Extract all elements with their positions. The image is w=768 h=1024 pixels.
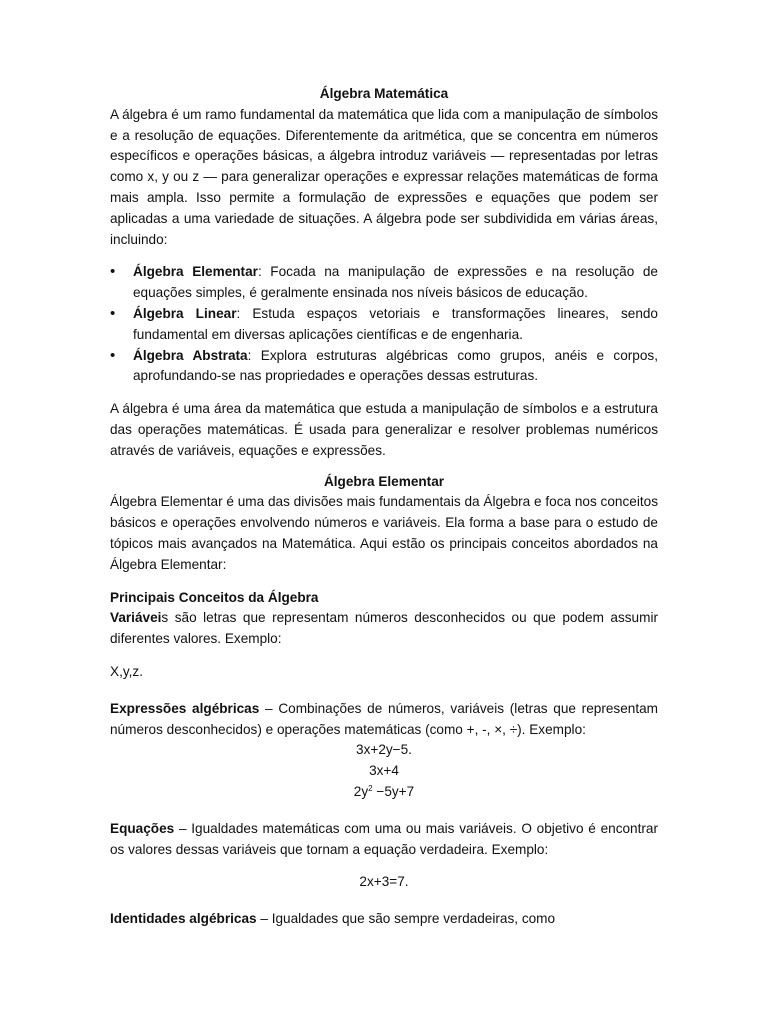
variables-term: Variávei — [110, 610, 162, 626]
intro-paragraph: A álgebra é um ramo fundamental da matemática que lida com a manipulação de símbolos e a resolução de equações. Diferentemente da aritmética, que se concentra em números específicos e operações básicas, a álgebra introduz variáveis — representadas por letras como x, y ou z — para generalizar operações e expressar relações matemáticas de forma mais ampla. Isso permite a formulação de expressões e equações que podem ser aplicadas a uma variedade de situações. A álgebra pode ser subdividida em várias áreas, incluindo: — [110, 106, 658, 247]
concepts-heading: Principais Conceitos da Álgebra — [110, 589, 319, 605]
expressions-examples — [110, 740, 658, 802]
expressions-description: – Combinações de números, variáveis (letras que representam números desconhecidos) e operações matemáticas (como +, -, ×, ÷). Exemplo: — [110, 700, 658, 737]
expressions-paragraph — [110, 699, 658, 741]
document-title: Álgebra Matemática — [319, 86, 449, 101]
expression-example-3: $2y^2 -5y+7$ — [353, 783, 415, 799]
area-term: Álgebra Linear — [133, 305, 237, 321]
list-item — [110, 304, 658, 346]
area-description: : Estuda espaços vetoriais e transformações lineares, sendo fundamental em diversas aplicações científicas e de engenharia. — [133, 305, 658, 342]
variables-description: s são letras que representam números desconhecidos ou que podem assumir diferentes valores. Exemplo: — [110, 610, 658, 647]
area-description: : Explora estruturas algébricas como grupos, anéis e corpos, aprofundando-se nas propriedades e operações dessas estruturas. — [133, 347, 658, 384]
area-term: Álgebra Elementar — [133, 264, 258, 280]
section-title: Álgebra Elementar — [323, 473, 445, 489]
equations-paragraph — [110, 819, 658, 861]
document-page — [110, 84, 658, 930]
summary-paragraph: A álgebra é uma área da matemática que estuda a manipulação de símbolos e a estrutura das operações matemáticas. É usada para generalizar e resolver problemas numéricos através de variáveis, equações e expressões. — [110, 401, 658, 458]
area-term: Álgebra Abstrata — [133, 347, 248, 363]
variables-example: X,y,z. — [110, 663, 143, 679]
equations-term: Equações — [110, 820, 175, 836]
expression-example-2: 3x+4 — [369, 763, 399, 779]
list-item — [110, 262, 658, 304]
variables-paragraph — [110, 608, 658, 650]
section-intro-paragraph: Álgebra Elementar é uma das divisões mais fundamentais da Álgebra e foca nos conceitos básicos e operações envolvendo números e variáveis. Ela forma a base para o estudo de tópicos mais avançados na Matemática. Aqui estão os principais conceitos abordados na Álgebra Elementar: — [110, 494, 658, 572]
list-item — [110, 346, 658, 388]
expressions-term: Expressões algébricas — [110, 700, 260, 716]
expression-example-1: 3x+2y−5. — [356, 742, 412, 758]
areas-list — [110, 262, 658, 387]
identities-description: – Igualdades que são sempre verdadeiras, como — [256, 911, 556, 927]
equations-description: – Igualdades matemáticas com uma ou mais variáveis. O objetivo é encontrar os valores dessas variáveis que tornam a equação verdadeira. Exemplo: — [110, 820, 658, 857]
area-description: : Focada na manipulação de expressões e na resolução de equações simples, é geralmente ensinada nos níveis básicos de educação. — [133, 264, 658, 301]
identities-term: Identidades algébricas — [110, 911, 257, 927]
identities-paragraph — [110, 909, 658, 930]
equation-example: 2x+3=7. — [359, 874, 409, 890]
